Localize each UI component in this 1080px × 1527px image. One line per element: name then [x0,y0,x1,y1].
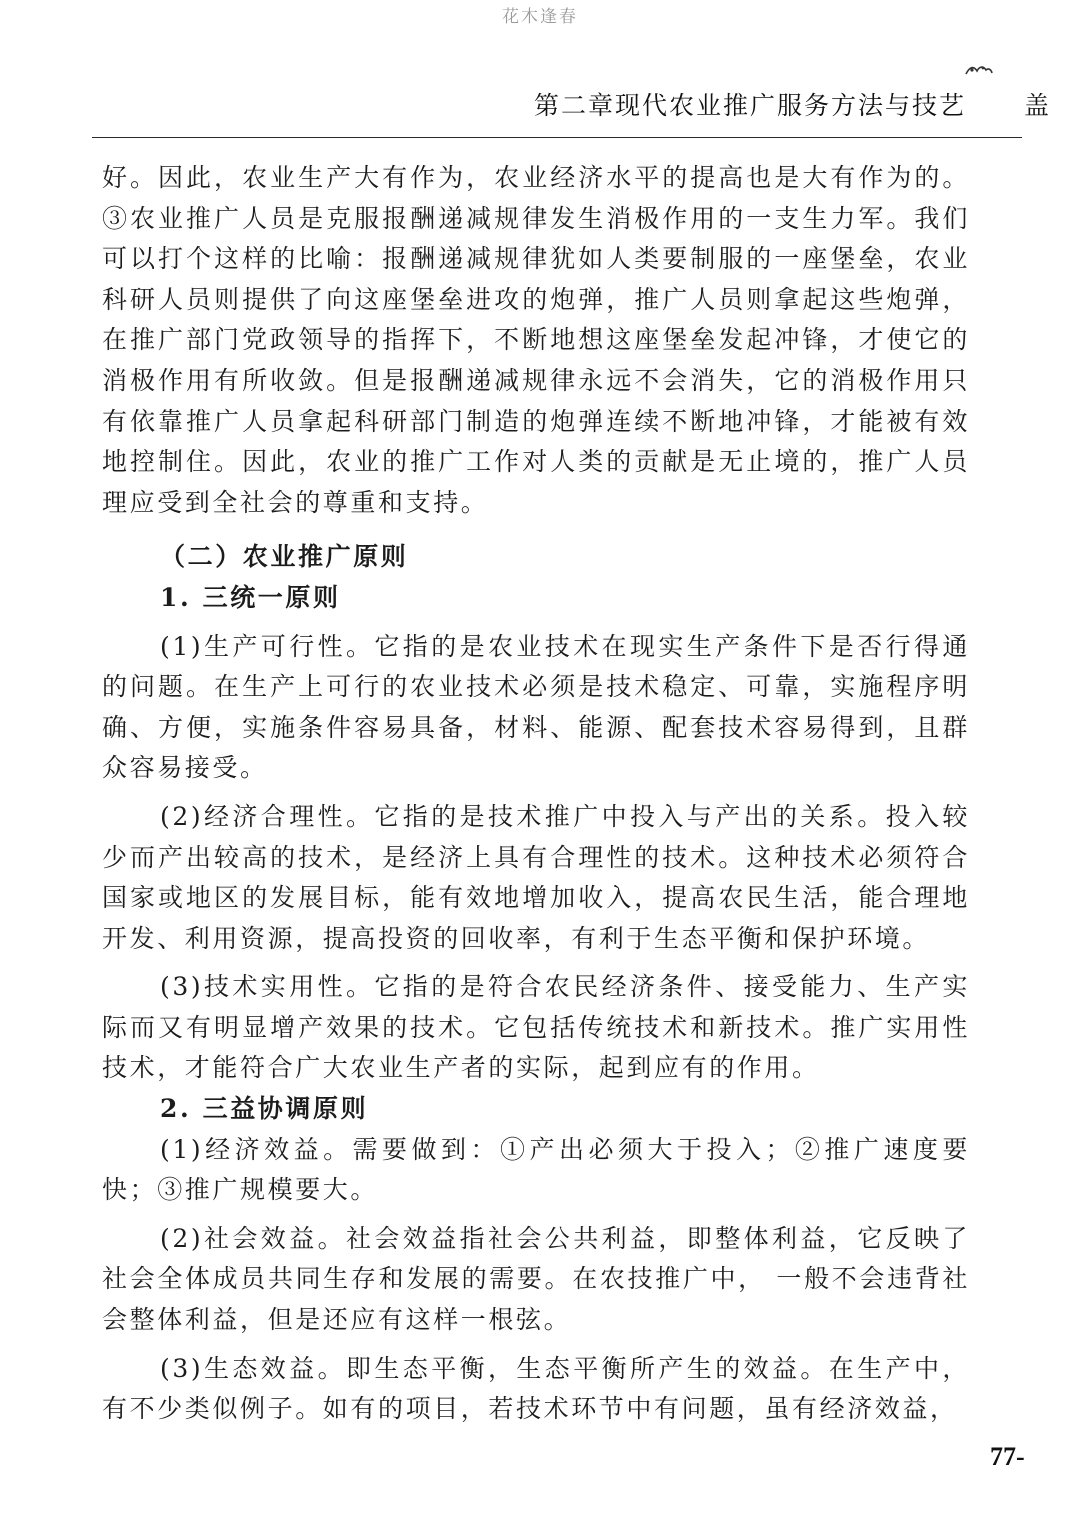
page-number: 77- [990,1442,1025,1471]
header-ornament-icon [964,62,994,76]
paragraph-ecological-benefit: (3)生态效益。即生态平衡，生态平衡所产生的效益。在生产中，有不少类似例子。如有的项目，若技术环节中有问题，虽有经济效益， [102,1353,970,1424]
paragraph-social-benefit: (2)社会效益。社会效益指社会公共利益，即整体利益，它反映了社会全体成员共同生存和发展的需要。在农技推广中， 一般不会违背社会整体利益，但是还应有这样一根弦。 [102,1223,970,1335]
header-mark: 盖 [1024,91,1050,120]
paragraph-economic-rationality: (2)经济合理性。它指的是技术推广中投入与产出的关系。投入较少而产出较高的技术，是经济上具有合理性的技术。这种技术必须符合国家或地区的发展目标，能有效地增加收入，提高农民生活，能合理地开发、利用资源，提高投资的回收率，有利于生态平衡和保护环境。 [102,801,970,953]
header-rule [92,137,1022,138]
paragraph-continuation: 好。因此，农业生产大有作为，农业经济水平的提高也是大有作为的。③农业推广人员是克服报酬递减规律发生消极作用的一支生力军。我们可以打个这样的比喻：报酬递减规律犹如人类要制服的一座堡垒，农业科研人员则提供了向这座堡垒进攻的炮弹，推广人员则拿起这些炮弹，在推广部门党政领导的指挥下，不断地想这座堡垒发起冲锋，才使它的消极作用有所收敛。但是报酬递减规律永远不会消失，它的消极作用只有依靠推广人员拿起科研部门制造的炮弹连续不断地冲锋，才能被有效地控制住。因此，农业的推广工作对人类的贡献是无止境的，推广人员理应受到全社会的尊重和支持。 [102,163,970,517]
subsection-heading-1: 1. 三统一原则 [160,582,341,612]
body-text [102,158,970,1430]
paragraph-production-feasibility: (1)生产可行性。它指的是农业技术在现实生产条件下是否行得通的问题。在生产上可行的农业技术必须是技术稳定、可靠，实施程序明确、方便，实施条件容易具备，材料、能源、配套技术容易得到，且群众容易接受。 [102,631,970,783]
section-heading: （二）农业推广原则 [160,542,409,572]
paragraph-technical-practicality: (3)技术实用性。它指的是符合农民经济条件、接受能力、生产实际而又有明显增产效果的技术。它包括传统技术和新技术。推广实用性技术，才能符合广大农业生产者的实际，起到应有的作用。 [102,972,970,1083]
chapter-header: 第二章现代农业推广服务方法与技艺 [534,91,967,120]
subsection-heading-2: 2. 三益协调原则 [160,1094,369,1124]
paragraph-economic-benefit: (1)经济效益。需要做到：①产出必须大于投入；②推广速度要快；③推广规模要大。 [102,1134,970,1205]
watermark: 花木逢春 [502,7,578,27]
